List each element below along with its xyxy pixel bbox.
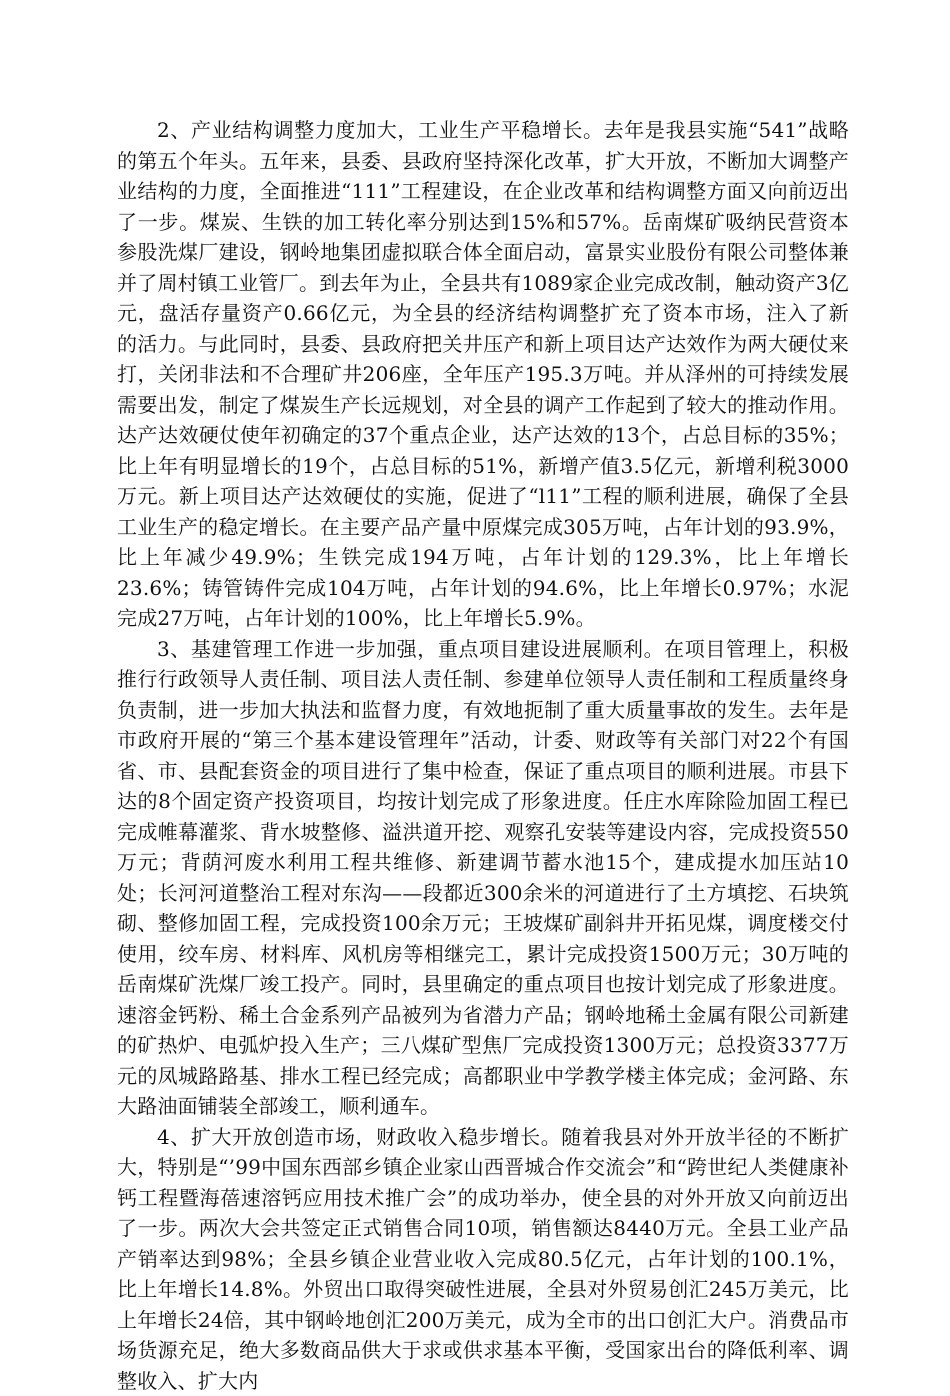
document-body [117,115,849,1396]
paragraph-industrial-structure: 2、产业结构调整力度加大，工业生产平稳增长。去年是我县实施“541”战略的第五个年头。五年来，县委、县政府坚持深化改革，扩大开放，不断加大调整产业结构的力度，全面推进“111”工程建设，在企业改革和结构调整方面又向前迈出了一步。煤炭、生铁的加工转化率分别达到15%和57%。岳南煤矿吸纳民营资本参股洗煤厂建设，钢岭地集团虚拟联合体全面启动，富景实业股份有限公司整体兼并了周村镇工业管厂。到去年为止，全县共有1089家企业完成改制，触动资产3亿元，盘活存量资产0.66亿元，为全县的经济结构调整扩充了资本市场，注入了新的活力。与此同时，县委、县政府把关井压产和新上项目达产达效作为两大硬仗来打，关闭非法和不合理矿井206座，全年压产195.3万吨。并从泽州的可持续发展需要出发，制定了煤炭生产长远规划，对全县的调产工作起到了较大的推动作用。达产达效硬仗使年初确定的37个重点企业，达产达效的13个，占总目标的35%；比上年有明显增长的19个，占总目标的51%，新增产值3.5亿元，新增利税3000万元。新上项目达产达效硬仗的实施，促进了“l11”工程的顺利进展，确保了全县工业生产的稳定增长。在主要产品产量中原煤完成305万吨，占年计划的93.9%，比上年减少49.9%；生铁完成194万吨，占年计划的129.3%，比上年增长23.6%；铸管铸件完成104万吨，占年计划的94.6%，比上年增长0.97%；水泥完成27万吨，占年计划的100%，比上年增长5.9%。 [117,115,849,634]
paragraph-construction-management: 3、基建管理工作进一步加强，重点项目建设进展顺利。在项目管理上，积极推行行政领导人责任制、项目法人责任制、参建单位领导人责任制和工程质量终身负责制，进一步加大执法和监督力度，有效地扼制了重大质量事故的发生。去年是市政府开展的“第三个基本建设管理年”活动，计委、财政等有关部门对22个有国省、市、县配套资金的项目进行了集中检查，保证了重点项目的顺利进展。市县下达的8个固定资产投资项目，均按计划完成了形象进度。任庄水库除险加固工程已完成帷幕灌浆、背水坡整修、溢洪道开挖、观察孔安装等建设内容，完成投资550万元；背荫河废水利用工程共维修、新建调节蓄水池15个，建成提水加压站10处；长河河道整治工程对东沟——段都近300余米的河道进行了土方填挖、石块筑砌、整修加固工程，完成投资100余万元；王坡煤矿副斜井开拓见煤，调度楼交付使用，绞车房、材料库、风机房等相继完工，累计完成投资1500万元；30万吨的岳南煤矿洗煤厂竣工投产。同时，县里确定的重点项目也按计划完成了形象进度。速溶金钙粉、稀土合金系列产品被列为省潜力产品；钢岭地稀土金属有限公司新建的矿热炉、电弧炉投入生产；三八煤矿型焦厂完成投资1300万元；总投资3377万元的凤城路路基、排水工程已经完成；高都职业中学教学楼主体完成；金河路、东大路油面铺装全部竣工，顺利通车。 [117,634,849,1122]
paragraph-opening-market: 4、扩大开放创造市场，财政收入稳步增长。随着我县对外开放半径的不断扩大，特别是“’99中国东西部乡镇企业家山西晋城合作交流会”和“跨世纪人类健康补钙工程暨海蓓速溶钙应用技术推广会”的成功举办，使全县的对外开放又向前迈出了一步。两次大会共签定正式销售合同10项，销售额达8440万元。全县工业产品产销率达到98%；全县乡镇企业营业收入完成80.5亿元，占年计划的100.1%，比上年增长14.8%。外贸出口取得突破性进展，全县对外贸易创汇245万美元，比上年增长24倍，其中钢岭地创汇200万美元，成为全市的出口创汇大户。消费品市场货源充足，绝大多数商品供大于求或供求基本平衡，受国家出台的降低利率、调整收入、扩大内 [117,1122,849,1396]
